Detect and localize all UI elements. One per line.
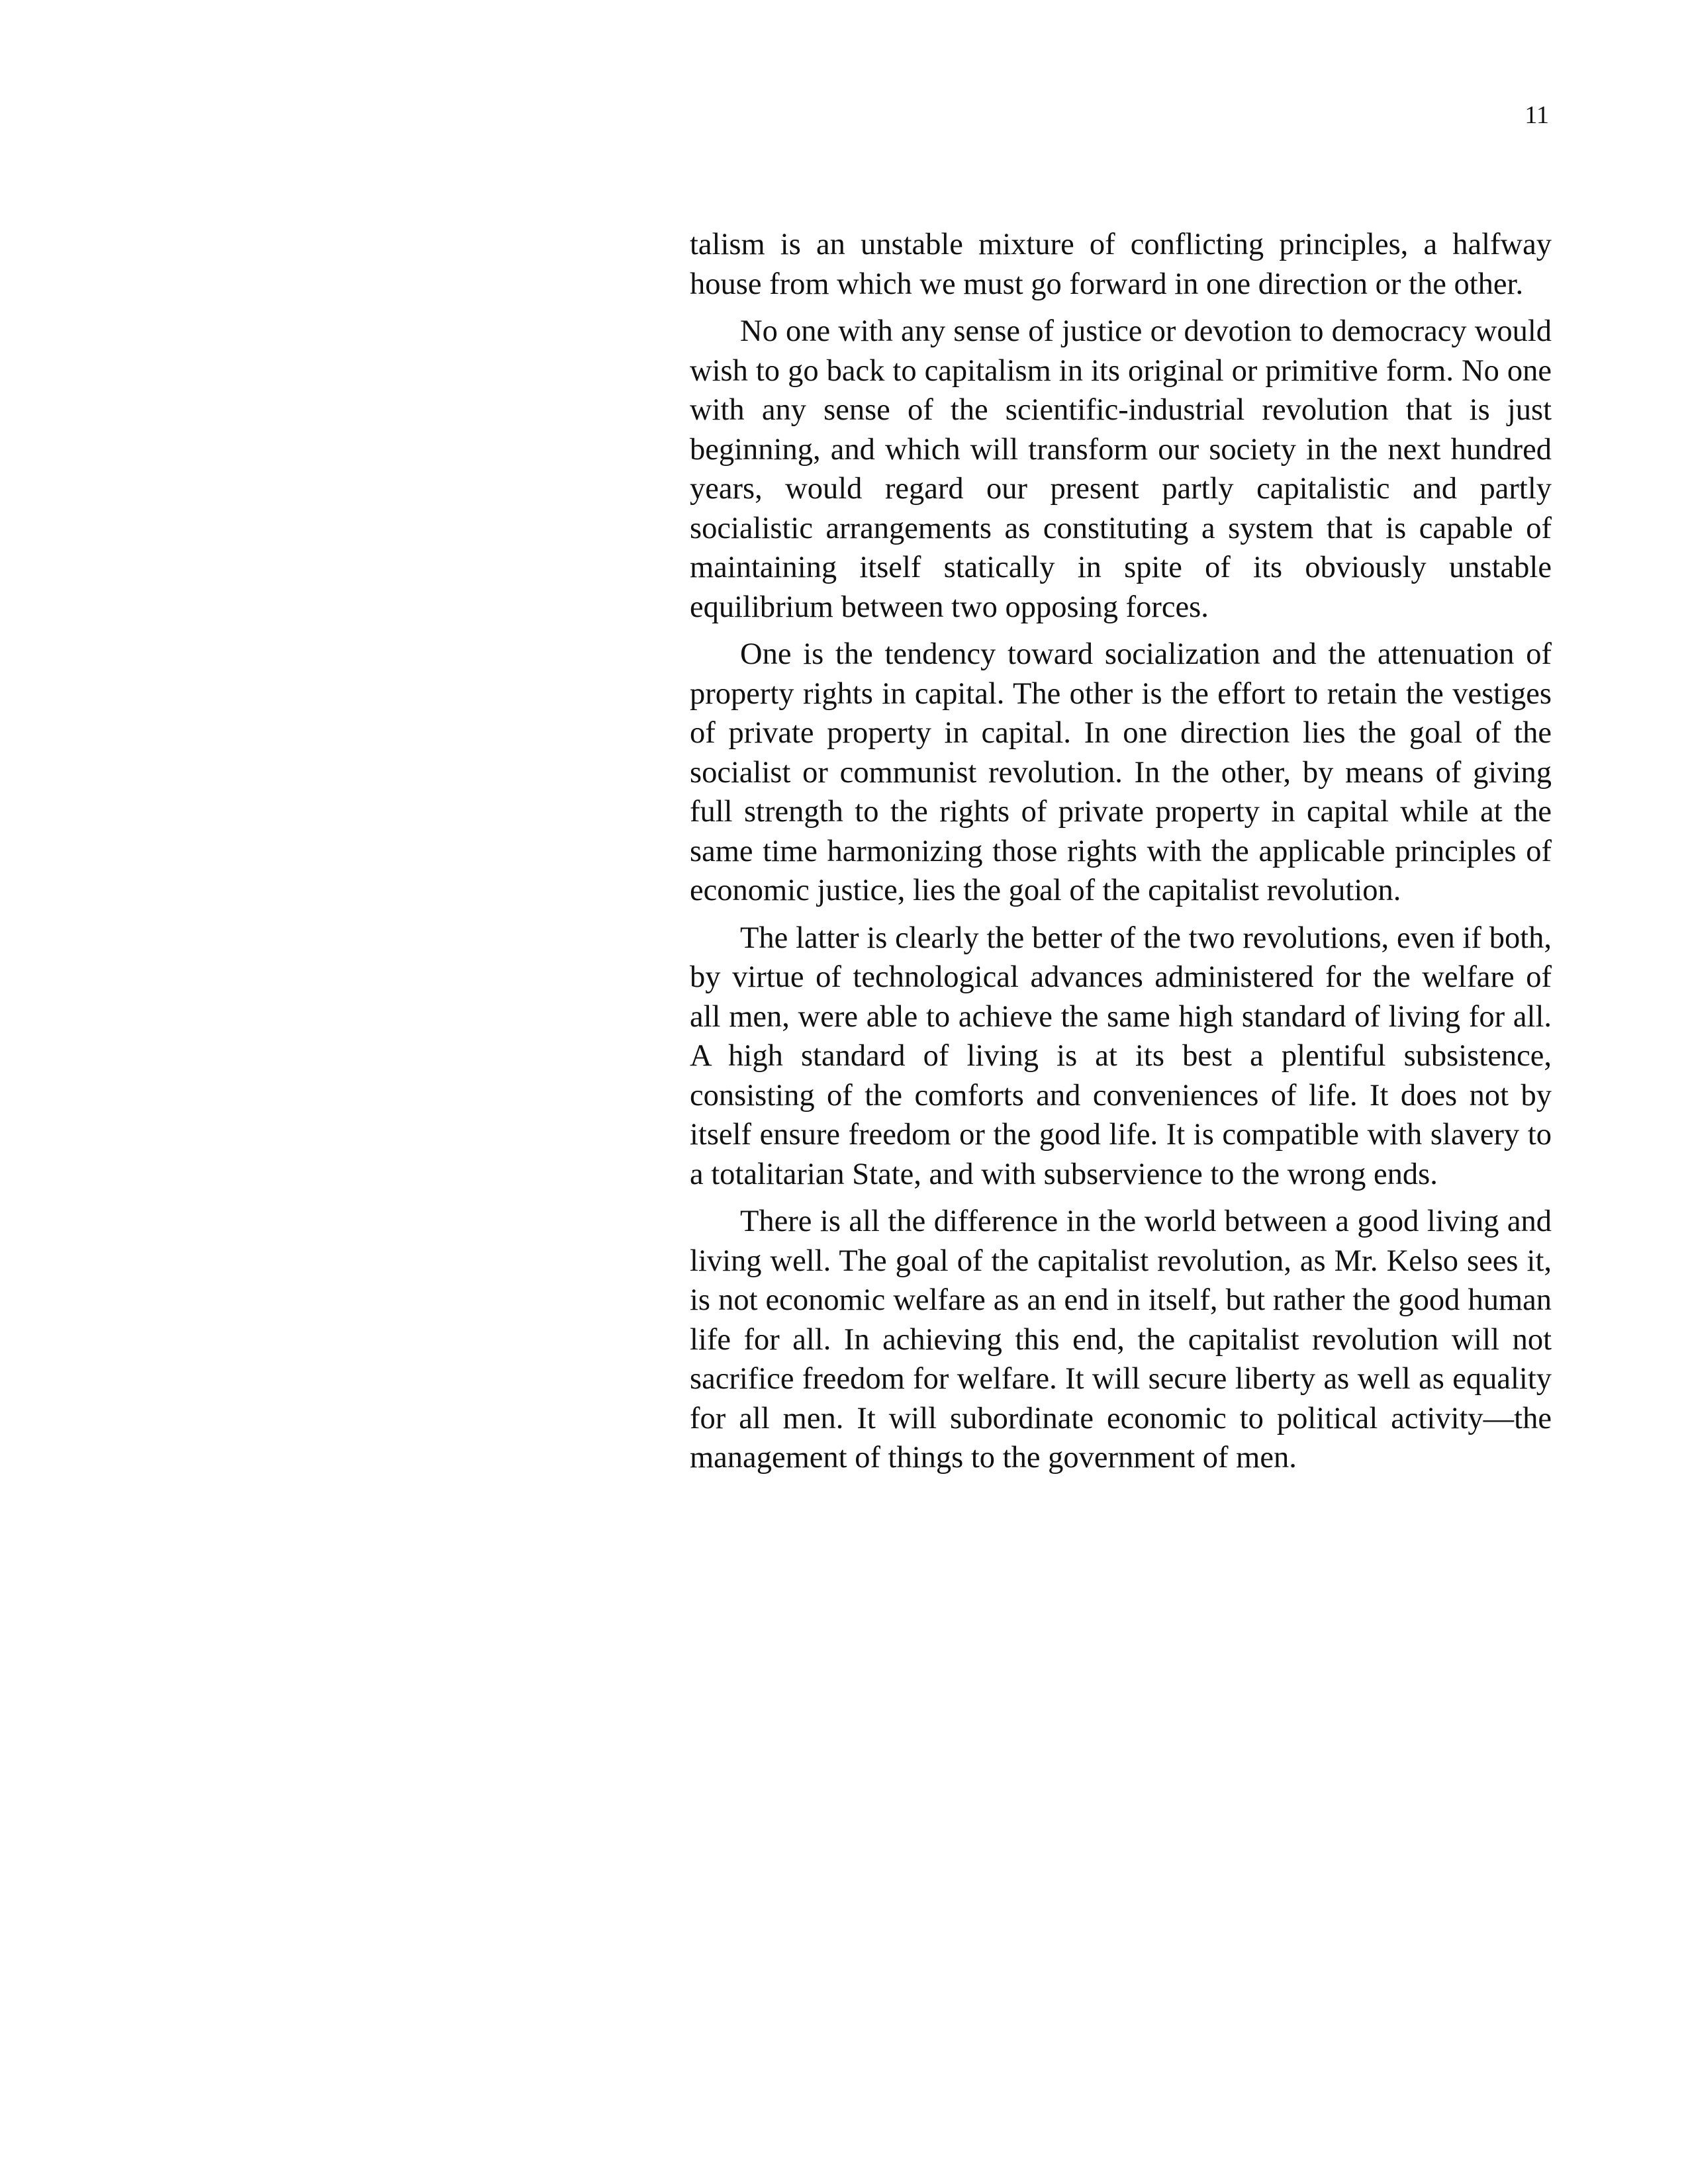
paragraph: The latter is clearly the better of the two revolutions, even if both, by virtue of technological advances administered for the welfare of all men, were able to achieve the same high standard of living for all. A high standard of living is at its best a plentiful subsistence, consisting of the comforts and conveniences of life. It does not by itself ensure freedom or the good life. It is compatible with slavery to a totalitarian State, and with subservience to the wrong ends. (690, 921, 1552, 1191)
page-number: 11 (1524, 101, 1549, 129)
paragraph: There is all the difference in the world between a good living and living well. The goal of the capitalist revolution, as Mr. Kelso sees it, is not economic welfare as an end in itself, but rather the good human life for all. In achieving this end, the capitalist revolution will not sacrifice freedom for welfare. It will secure liberty as well as equality for all men. It will subordinate economic to political activity—the management of things to the government of men. (690, 1205, 1552, 1475)
body-text (690, 225, 1552, 1486)
paragraph: No one with any sense of justice or devotion to democracy would wish to go back to capitalism in its original or primitive form. No one with any sense of the scientific-industrial revolution that is just beginning, and which will transform our society in the next hundred years, would regard our present partly capitalistic and partly socialistic arrangements as constituting a system that is capable of maintaining itself statically in spite of its obviously unstable equilibrium between two opposing forces. (690, 314, 1552, 624)
paragraph: One is the tendency toward socialization and the attenuation of property rights in capital. The other is the effort to retain the vestiges of private property in capital. In one direction lies the goal of the socialist or communist revolution. In the other, by means of giving full strength to the rights of private property in capital while at the same time harmonizing those rights with the applicable principles of economic justice, lies the goal of the capitalist revolution. (690, 637, 1552, 907)
paragraph-continuation: talism is an unstable mixture of conflicting principles, a halfway house from which we must go forward in one direction or the other. (690, 228, 1552, 301)
